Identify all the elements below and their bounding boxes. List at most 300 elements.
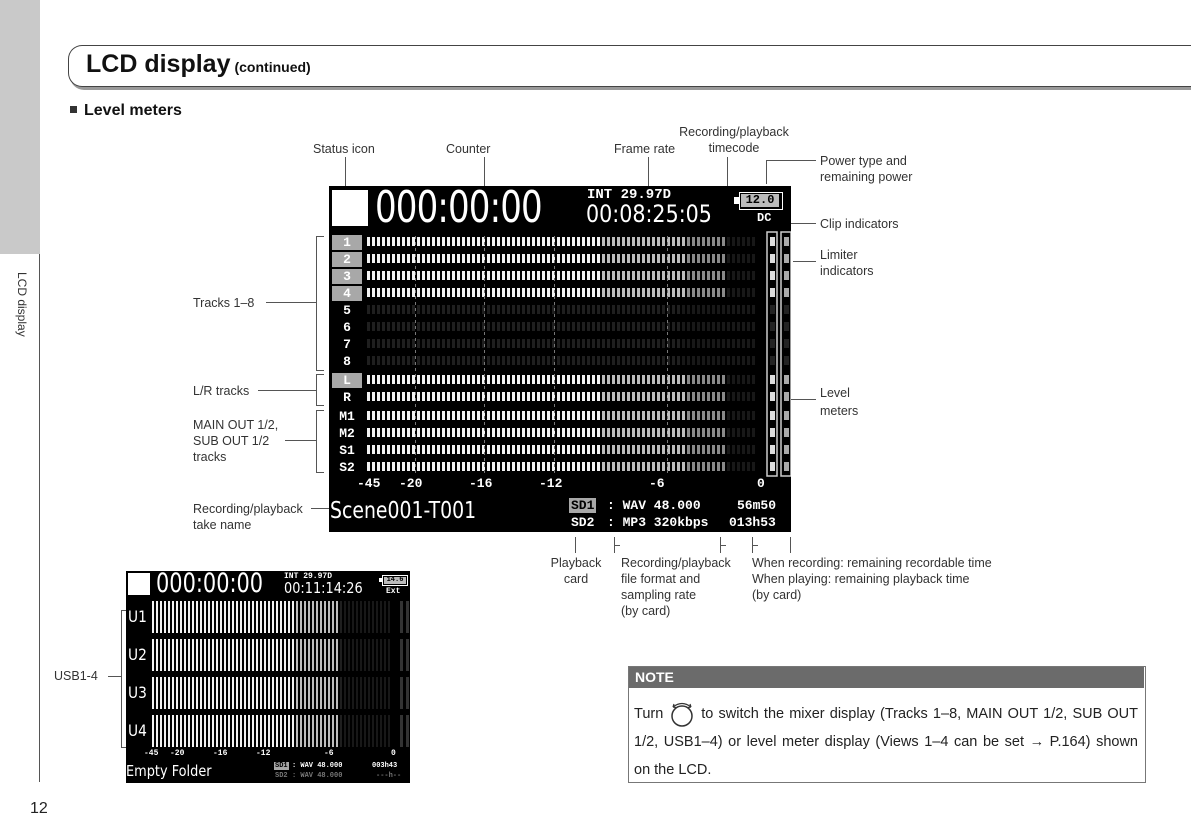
meter-segment bbox=[412, 356, 415, 365]
meter-segment bbox=[672, 428, 675, 437]
meter-segment bbox=[652, 339, 655, 348]
grid-dash bbox=[484, 446, 485, 449]
meter-segment bbox=[502, 339, 505, 348]
meter-segment bbox=[722, 271, 725, 280]
meter-segment bbox=[682, 322, 685, 331]
meter-segment bbox=[727, 339, 730, 348]
meter-segment bbox=[348, 601, 350, 633]
meter-segment bbox=[447, 305, 450, 314]
meter-segment bbox=[602, 445, 605, 454]
meter-segment bbox=[308, 601, 310, 633]
clip-indicator bbox=[400, 715, 403, 747]
meter-segment bbox=[602, 462, 605, 471]
meter-segment bbox=[296, 677, 298, 709]
meter-segment bbox=[587, 428, 590, 437]
meter-segment bbox=[284, 639, 286, 671]
meter-segment bbox=[597, 305, 600, 314]
meter-segment bbox=[427, 271, 430, 280]
meter-segment bbox=[372, 322, 375, 331]
meter-segment bbox=[732, 445, 735, 454]
meter-segment bbox=[172, 715, 174, 747]
meter-segment bbox=[607, 271, 610, 280]
meter-segment bbox=[547, 356, 550, 365]
meter-segment bbox=[737, 254, 740, 263]
meter-segment bbox=[662, 271, 665, 280]
meter-segment bbox=[542, 288, 545, 297]
meter-segment bbox=[717, 322, 720, 331]
meter-segment bbox=[212, 601, 214, 633]
meter-segment bbox=[752, 305, 755, 314]
meter-segment bbox=[567, 288, 570, 297]
meter-segment bbox=[417, 288, 420, 297]
meter-segment bbox=[527, 237, 530, 246]
meter-segment bbox=[276, 601, 278, 633]
meter-segment bbox=[437, 237, 440, 246]
meter-segment bbox=[412, 305, 415, 314]
meter-segment bbox=[432, 411, 435, 420]
meter-segment bbox=[497, 445, 500, 454]
meter-row bbox=[367, 445, 789, 454]
meter-segment bbox=[220, 715, 222, 747]
meter-segment bbox=[392, 445, 395, 454]
meter-segment bbox=[447, 392, 450, 401]
meter-segment bbox=[652, 462, 655, 471]
meter-segment bbox=[572, 237, 575, 246]
meter-segment bbox=[328, 639, 330, 671]
meter-segment bbox=[232, 639, 234, 671]
callout-level-meters: Level meters bbox=[820, 386, 859, 418]
grid-dash bbox=[484, 302, 485, 305]
meter-segment bbox=[367, 375, 370, 384]
meter-segment bbox=[607, 392, 610, 401]
meter-segment bbox=[457, 254, 460, 263]
meter-segment bbox=[582, 375, 585, 384]
track-label: U3 bbox=[128, 683, 147, 702]
meter-segment bbox=[657, 288, 660, 297]
meter-segment bbox=[332, 715, 334, 747]
meter-segment bbox=[452, 462, 455, 471]
frame-rate-display: INT 29.97D bbox=[587, 187, 672, 203]
meter-segment bbox=[727, 428, 730, 437]
meter-segment bbox=[228, 677, 230, 709]
meter-segment bbox=[597, 288, 600, 297]
meter-segment bbox=[502, 271, 505, 280]
meter-segment bbox=[382, 375, 385, 384]
meter-segment bbox=[427, 462, 430, 471]
grid-dash bbox=[415, 290, 416, 293]
grid-dash bbox=[667, 464, 668, 467]
meter-segment bbox=[402, 445, 405, 454]
meter-segment bbox=[367, 271, 370, 280]
meter-segment bbox=[697, 392, 700, 401]
meter-segment bbox=[677, 428, 680, 437]
meter-segment bbox=[402, 237, 405, 246]
grid-dash bbox=[415, 434, 416, 437]
meter-segment bbox=[612, 392, 615, 401]
meter-segment bbox=[647, 392, 650, 401]
grid-dash bbox=[554, 380, 555, 383]
meter-segment bbox=[244, 639, 246, 671]
grid-dash bbox=[667, 320, 668, 323]
meter-segment bbox=[447, 288, 450, 297]
meter-segment bbox=[452, 305, 455, 314]
meter-segment bbox=[752, 322, 755, 331]
meter-segment bbox=[747, 462, 750, 471]
meter-segment bbox=[332, 677, 334, 709]
meter-segment bbox=[517, 305, 520, 314]
meter-segment bbox=[387, 237, 390, 246]
meter-segment bbox=[692, 428, 695, 437]
grid-dash bbox=[484, 398, 485, 401]
grid-dash bbox=[484, 332, 485, 335]
meter-segment bbox=[507, 375, 510, 384]
grid-dash bbox=[554, 398, 555, 401]
limiter-indicator-frame bbox=[781, 232, 791, 476]
meter-segment bbox=[717, 305, 720, 314]
meter-segment bbox=[662, 288, 665, 297]
meter-segment bbox=[472, 254, 475, 263]
meter-segment bbox=[427, 411, 430, 420]
scale-label: -45 bbox=[357, 476, 381, 491]
meter-segment bbox=[692, 237, 695, 246]
meter-segment bbox=[422, 271, 425, 280]
meter-segment bbox=[377, 271, 380, 280]
meter-segment bbox=[627, 428, 630, 437]
meter-segment bbox=[657, 356, 660, 365]
meter-segment bbox=[512, 375, 515, 384]
meter-segment bbox=[702, 271, 705, 280]
meter-segment bbox=[582, 237, 585, 246]
meter-segment bbox=[457, 375, 460, 384]
grid-dash bbox=[667, 452, 668, 455]
meter-segment bbox=[677, 271, 680, 280]
meter-segment bbox=[368, 677, 370, 709]
meter-segment bbox=[447, 445, 450, 454]
meter-segment bbox=[647, 305, 650, 314]
meter-segment bbox=[727, 288, 730, 297]
meter-segment bbox=[662, 322, 665, 331]
track-label: 8 bbox=[343, 354, 351, 369]
meter-segment bbox=[368, 639, 370, 671]
meter-segment bbox=[522, 339, 525, 348]
meter-segment bbox=[752, 375, 755, 384]
meter-segment bbox=[682, 237, 685, 246]
meter-segment bbox=[497, 411, 500, 420]
meter-segment bbox=[372, 356, 375, 365]
meter-segment bbox=[487, 339, 490, 348]
meter-segment bbox=[627, 356, 630, 365]
note-text bbox=[634, 700, 1138, 784]
meter-segment bbox=[547, 392, 550, 401]
grid-dash bbox=[554, 386, 555, 389]
grid-dash bbox=[484, 452, 485, 455]
meter-segment bbox=[652, 356, 655, 365]
meter-segment bbox=[152, 715, 154, 747]
grid-dash bbox=[415, 446, 416, 449]
meter-segment bbox=[737, 305, 740, 314]
meter-segment bbox=[537, 445, 540, 454]
meter-segment bbox=[280, 601, 282, 633]
meter-segment bbox=[407, 411, 410, 420]
meter-segment bbox=[487, 375, 490, 384]
meter-segment bbox=[332, 601, 334, 633]
meter-segment bbox=[692, 305, 695, 314]
meter-segment bbox=[752, 356, 755, 365]
meter-segment bbox=[308, 677, 310, 709]
meter-segment bbox=[522, 411, 525, 420]
meter-segment bbox=[376, 639, 378, 671]
meter-segment bbox=[427, 322, 430, 331]
meter-segment bbox=[697, 254, 700, 263]
meter-segment bbox=[352, 715, 354, 747]
meter-segment bbox=[747, 322, 750, 331]
meter-segment bbox=[622, 305, 625, 314]
meter-segment bbox=[367, 322, 370, 331]
meter-segment bbox=[542, 356, 545, 365]
meter-segment bbox=[300, 601, 302, 633]
meter-segment bbox=[507, 288, 510, 297]
meter-segment bbox=[592, 445, 595, 454]
meter-segment bbox=[452, 288, 455, 297]
meter-segment bbox=[707, 237, 710, 246]
meter-segment bbox=[176, 715, 178, 747]
track-label: 3 bbox=[332, 269, 362, 284]
callout-limiter: Limiter indicators bbox=[820, 248, 874, 278]
meter-segment bbox=[497, 428, 500, 437]
counter-display: 000:00:00 bbox=[375, 186, 542, 233]
meter-segment bbox=[497, 375, 500, 384]
scale-label: -20 bbox=[399, 476, 423, 491]
meter-segment bbox=[348, 715, 350, 747]
meter-segment bbox=[702, 237, 705, 246]
meter-segment bbox=[692, 411, 695, 420]
meter-segment bbox=[617, 339, 620, 348]
meter-segment bbox=[412, 339, 415, 348]
meter-segment bbox=[732, 392, 735, 401]
meter-segment bbox=[722, 237, 725, 246]
meter-segment bbox=[692, 462, 695, 471]
meter-segment bbox=[587, 271, 590, 280]
meter-segment bbox=[687, 375, 690, 384]
meter-segment bbox=[512, 254, 515, 263]
meter-segment bbox=[537, 322, 540, 331]
power-type: Ext bbox=[386, 587, 401, 596]
meter-segment bbox=[492, 462, 495, 471]
meter-segment bbox=[517, 356, 520, 365]
clip-indicator bbox=[770, 339, 775, 348]
meter-segment bbox=[637, 271, 640, 280]
meter-segment bbox=[717, 428, 720, 437]
meter-segment bbox=[248, 715, 250, 747]
meter-segment bbox=[632, 356, 635, 365]
meter-segment bbox=[387, 445, 390, 454]
meter-segment bbox=[717, 392, 720, 401]
meter-segment bbox=[647, 271, 650, 280]
meter-segment bbox=[697, 462, 700, 471]
grid-dash bbox=[415, 464, 416, 467]
meter-row bbox=[367, 339, 789, 348]
meter-segment bbox=[192, 677, 194, 709]
callout-remaining-time: When recording: remaining recordable time When playing: remaining playback time (by card) bbox=[752, 556, 992, 602]
grid-dash bbox=[554, 350, 555, 353]
meter-segment bbox=[340, 639, 342, 671]
limiter-indicator bbox=[784, 237, 789, 246]
meter-segment bbox=[657, 462, 660, 471]
meter-segment bbox=[324, 601, 326, 633]
meter-segment bbox=[412, 445, 415, 454]
meter-segment bbox=[642, 254, 645, 263]
meter-segment bbox=[537, 428, 540, 437]
meter-segment bbox=[642, 305, 645, 314]
meter-segment bbox=[562, 288, 565, 297]
grid-dash bbox=[484, 380, 485, 383]
meter-segment bbox=[492, 375, 495, 384]
meter-segment bbox=[617, 254, 620, 263]
grid-dash bbox=[484, 410, 485, 413]
meter-segment bbox=[477, 305, 480, 314]
meter-segment bbox=[442, 462, 445, 471]
scale-label: -45 bbox=[144, 749, 159, 758]
meter-segment bbox=[388, 639, 390, 671]
battery-level: 12.0 bbox=[741, 194, 779, 207]
meter-segment bbox=[717, 445, 720, 454]
meter-segment bbox=[652, 428, 655, 437]
meter-segment bbox=[612, 445, 615, 454]
meter-segment bbox=[652, 237, 655, 246]
meter-segment bbox=[457, 428, 460, 437]
grid-dash bbox=[667, 272, 668, 275]
meter-segment bbox=[397, 322, 400, 331]
meter-segment bbox=[527, 305, 530, 314]
meter-segment bbox=[512, 322, 515, 331]
clip-indicator bbox=[770, 271, 775, 280]
meter-row bbox=[367, 428, 789, 437]
meter-segment bbox=[437, 392, 440, 401]
meter-segment bbox=[356, 715, 358, 747]
meter-segment bbox=[652, 288, 655, 297]
meter-segment bbox=[522, 288, 525, 297]
page-title-text: LCD display bbox=[86, 50, 231, 78]
meter-segment bbox=[657, 305, 660, 314]
meter-segment bbox=[612, 237, 615, 246]
meter-segment bbox=[397, 392, 400, 401]
clip-indicator bbox=[770, 445, 775, 454]
grid-dash bbox=[415, 440, 416, 443]
meter-segment bbox=[392, 356, 395, 365]
meter-segment bbox=[612, 339, 615, 348]
meter-segment bbox=[292, 677, 294, 709]
meter-segment bbox=[572, 339, 575, 348]
meter-segment bbox=[417, 445, 420, 454]
meter-segment bbox=[657, 445, 660, 454]
meter-segment bbox=[637, 411, 640, 420]
meter-segment bbox=[336, 677, 338, 709]
meter-segment bbox=[220, 639, 222, 671]
meter-segment bbox=[507, 254, 510, 263]
meter-segment bbox=[360, 601, 362, 633]
meter-segment bbox=[152, 677, 154, 709]
grid-dash bbox=[415, 410, 416, 413]
meter-segment bbox=[457, 462, 460, 471]
meter-segment bbox=[244, 601, 246, 633]
meter-segment bbox=[236, 715, 238, 747]
meter-segment bbox=[557, 254, 560, 263]
grid-dash bbox=[484, 272, 485, 275]
meter-segment bbox=[457, 305, 460, 314]
track-label: R bbox=[343, 390, 351, 405]
meter-segment bbox=[532, 271, 535, 280]
meter-segment bbox=[652, 322, 655, 331]
take-name: Empty Folder bbox=[126, 762, 212, 780]
grid-dash bbox=[554, 236, 555, 239]
meter-segment bbox=[387, 375, 390, 384]
meter-segment bbox=[632, 411, 635, 420]
meter-segment bbox=[268, 715, 270, 747]
callout-power: Power type and remaining power bbox=[820, 154, 913, 184]
meter-segment bbox=[682, 445, 685, 454]
meter-segment bbox=[737, 288, 740, 297]
meter-segment bbox=[437, 428, 440, 437]
meter-segment bbox=[442, 322, 445, 331]
meter-segment bbox=[372, 411, 375, 420]
grid-dash bbox=[415, 404, 416, 407]
meter-segment bbox=[632, 237, 635, 246]
meter-segment bbox=[542, 445, 545, 454]
grid-dash bbox=[415, 470, 416, 473]
meter-segment bbox=[582, 411, 585, 420]
meter-segment bbox=[547, 322, 550, 331]
meter-segment bbox=[367, 237, 370, 246]
meter-segment bbox=[617, 428, 620, 437]
grid-dash bbox=[554, 326, 555, 329]
meter-segment bbox=[422, 237, 425, 246]
grid-dash bbox=[484, 320, 485, 323]
meter-segment bbox=[597, 375, 600, 384]
meter-segment bbox=[737, 462, 740, 471]
scale-label: -20 bbox=[170, 749, 185, 758]
meter-segment bbox=[632, 428, 635, 437]
meter-segment bbox=[612, 254, 615, 263]
meter-segment bbox=[697, 305, 700, 314]
meter-segment bbox=[502, 392, 505, 401]
meter-segment bbox=[627, 254, 630, 263]
meter-segment bbox=[417, 392, 420, 401]
meter-segment bbox=[457, 237, 460, 246]
meter-row bbox=[367, 392, 789, 401]
meter-segment bbox=[677, 339, 680, 348]
meter-segment bbox=[308, 715, 310, 747]
meter-segment bbox=[707, 428, 710, 437]
meter-segment bbox=[268, 677, 270, 709]
meter-segment bbox=[392, 392, 395, 401]
scale-label: -6 bbox=[649, 476, 665, 491]
meter-segment bbox=[632, 288, 635, 297]
meter-segment bbox=[248, 601, 250, 633]
meter-segment bbox=[372, 339, 375, 348]
grid-dash bbox=[415, 422, 416, 425]
grid-dash bbox=[415, 374, 416, 377]
meter-row bbox=[152, 601, 409, 633]
meter-segment bbox=[397, 445, 400, 454]
meter-segment bbox=[672, 254, 675, 263]
meter-segment bbox=[732, 254, 735, 263]
meter-segment bbox=[517, 271, 520, 280]
meter-segment bbox=[752, 428, 755, 437]
grid-dash bbox=[667, 290, 668, 293]
grid-dash bbox=[415, 284, 416, 287]
meter-segment bbox=[497, 322, 500, 331]
grid-dash bbox=[554, 368, 555, 371]
